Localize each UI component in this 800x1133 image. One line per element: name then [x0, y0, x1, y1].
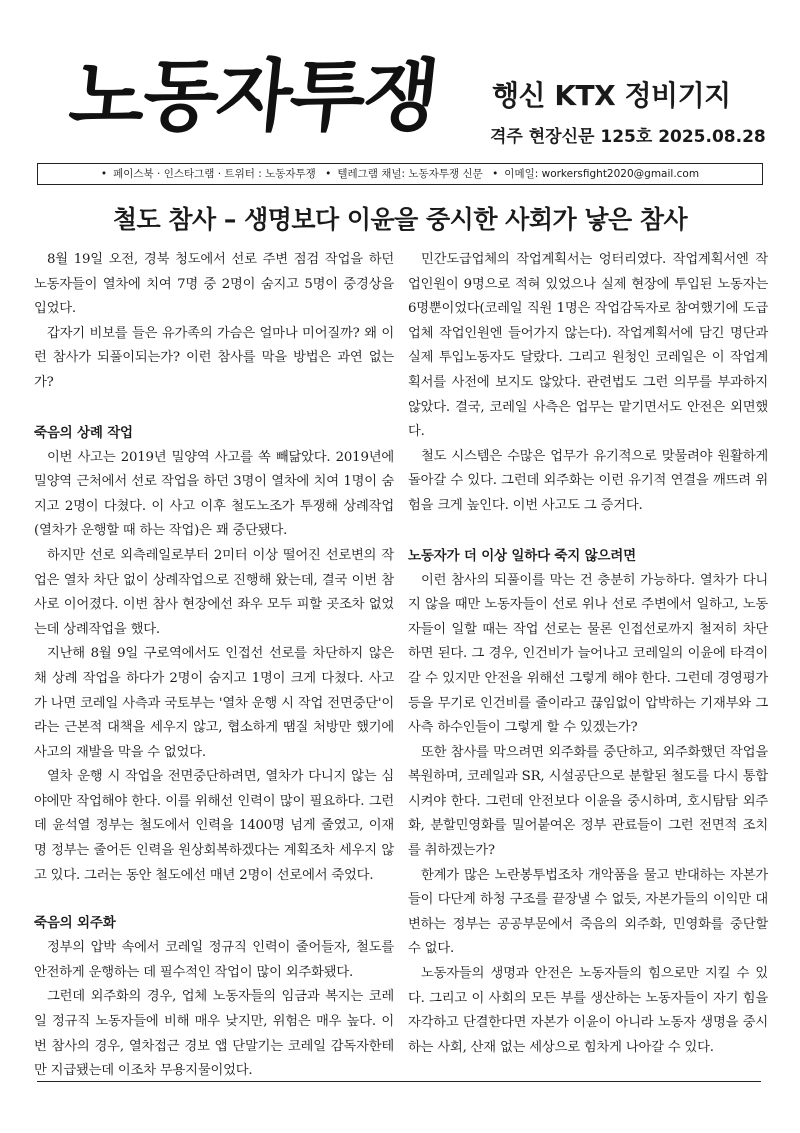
paragraph: 하지만 선로 외측레일로부터 2미터 이상 떨어진 선로변의 작업은 열차 차단 없이 상례작업으로 진행해 왔는데, 결국 이번 참사로 이어졌다. 이번 참사 현장에선 좌우 모두 피할 곳조차 없었는데 상례작업을 했다. — [34, 547, 394, 637]
email-link[interactable]: 이메일: workersfight2020@gmail.com — [504, 168, 700, 180]
section-heading: 죽음의 상례 작업 — [34, 424, 133, 441]
bottom-divider — [37, 1081, 761, 1082]
paragraph: 열차 운행 시 작업을 전면중단하려면, 열차가 다니지 않는 심야에만 작업해야 한다. 이를 위해선 인력이 많이 필요하다. 그런데 윤석열 정부는 철도에서 인력을 1400명 넘게 줄였고, 이재명 정부는 줄어든 인력을 원상회복하겠다는 계획조차 세우지 않고 있다. 그러는 동안 철도에선 매년 2명이 선로에서 죽었다. — [34, 769, 394, 883]
paragraph: 민간도급업체의 작업계획서는 엉터리였다. 작업계획서엔 작업인원이 9명으로 적혀 있었으나 실제 현장에 투입된 노동자는 6명뿐이었다(코레일 직원 1명은 작업감독자로 참여했기에 도급업체 작업인원엔 들어가지 않는다). 작업계획서에 담긴 명단과 실제 투입노동자도 달랐다. 그리고 원청인 코레일은 이 작업계획서를 사전에 보지도 않았다. 관련법도 그런 의무를 부과하지 않았다. 결국, 코레일 사측은 업무는 맡기면서도 안전은 외면했다. — [408, 252, 768, 440]
issue-info: 격주 현장신문 125호 2025.08.28 — [490, 127, 766, 147]
masthead — [0, 0, 800, 160]
bullet-icon: • — [492, 168, 499, 180]
paragraph: 정부의 압박 속에서 코레일 정규직 인력이 줄어들자, 철도를 안전하게 운행하는 데 필수적인 작업이 많이 외주화됐다. — [34, 940, 394, 980]
bullet-icon: • — [100, 168, 108, 180]
paragraph: 8월 19일 오전, 경북 청도에서 선로 주변 점검 작업을 하던 노동자들이 열차에 치여 7명 중 2명이 숨지고 5명이 중경상을 입었다. — [34, 252, 394, 317]
paragraph: 노동자들의 생명과 안전은 노동자들의 힘으로만 지킬 수 있다. 그리고 이 사회의 모든 부를 생산하는 노동자들이 자기 힘을 자각하고 단결한다면 자본가 이윤이 아니라 노동자 생명을 중시하는 사회, 산재 없는 세상으로 힘차게 나아갈 수 있다. — [408, 966, 768, 1055]
paragraph: 지난해 8월 9일 구로역에서도 인접선 선로를 차단하지 않은 채 상례 작업을 하다가 2명이 숨지고 1명이 크게 다쳤다. 사고가 나면 코레일 사측과 국토부는 '열차 운행 시 작업 전면중단'이라는 근본적 대책을 세우지 않고, 협소하게 땜질 처방만 했기에 사고의 재발을 막을 수 없었다. — [34, 646, 394, 760]
left-column — [34, 248, 394, 1084]
telegram-info: 텔레그램 채널: 노동자투쟁 신문 — [337, 168, 483, 180]
branch-name: 행신 KTX 정비기지 — [492, 79, 731, 112]
paragraph: 이번 사고는 2019년 밀양역 사고를 쏙 빼닮았다. 2019년에 밀양역 근처에서 선로 작업을 하던 3명이 열차에 치여 1명이 숨지고 2명이 다쳤다. 이 사고 이후 철도노조가 투쟁해 상례작업(열차가 운행할 때 하는 작업)은 꽤 중단됐다. — [34, 449, 394, 539]
paragraph: 갑자기 비보를 들은 유가족의 가슴은 얼마나 미어질까? 왜 이런 참사가 되풀이되는가? 이런 참사를 막을 방법은 과연 없는가? — [34, 325, 394, 390]
paragraph: 그런데 외주화의 경우, 업체 노동자들의 임금과 복지는 코레일 정규직 노동자들에 비해 매우 낮지만, 위험은 매우 높다. 이번 참사의 경우, 열차접근 경보 앱 단말기는 코레일 감독자한테만 지급됐는데 이조차 무용지물이었다. — [34, 989, 394, 1079]
right-column — [408, 248, 768, 1060]
article-headline: 철도 참사 – 생명보다 이윤을 중시한 사회가 낳은 참사 — [112, 205, 688, 234]
newspaper-logo: 노동자투쟁 — [65, 52, 442, 142]
paragraph: 한계가 많은 노란봉투법조차 개악품을 물고 반대하는 자본가들이 다단계 하청 구조를 끝장낼 수 없듯, 자본가들의 이익만 대변하는 정부는 공공부문에서 죽음의 외주화, 민영화를 중단할 수 없다. — [408, 867, 768, 957]
section-heading: 노동자가 더 이상 일하다 죽지 않으려면 — [408, 547, 636, 564]
section-heading: 죽음의 외주화 — [34, 915, 116, 932]
paragraph: 또한 참사를 막으려면 외주화를 중단하고, 외주화했던 작업을 복원하며, 코레일과 SR, 시설공단으로 분할된 철도를 다시 통합시켜야 한다. 그런데 안전보다 이윤을 중시하며, 호시탐탐 외주화, 분할민영화를 밀어붙여온 정부 관료들이 그런 전면적 조치를 취하겠는가? — [408, 744, 768, 859]
bullet-icon: • — [325, 168, 332, 180]
social-media-info: 페이스북 · 인스타그램 · 트위터 : 노동자투쟁 — [113, 168, 316, 180]
paragraph: 이런 참사의 되풀이를 막는 건 충분히 가능하다. 열차가 다니지 않을 때만 노동자들이 선로 위나 선로 주변에서 일하고, 노동자들이 일할 때는 작업 선로는 물론 인접선로까지 철저히 차단하면 된다. 그 경우, 인건비가 늘어나고 코레일의 이윤에 타격이 갈 수 있지만 안전을 위해선 그렇게 해야 한다. 그런데 경영평가 등을 무기로 인건비를 줄이라고 끊임없이 압박하는 기재부와 그 사측 하수인들이 그렇게 할 수 있겠는가? — [408, 572, 768, 736]
paragraph: 철도 시스템은 수많은 업무가 유기적으로 맞물려야 원활하게 돌아갈 수 있다. 그런데 외주화는 이런 유기적 연결을 깨뜨려 위험을 크게 높인다. 이번 사고도 그 증거다. — [408, 448, 768, 513]
contact-bar — [37, 163, 763, 185]
